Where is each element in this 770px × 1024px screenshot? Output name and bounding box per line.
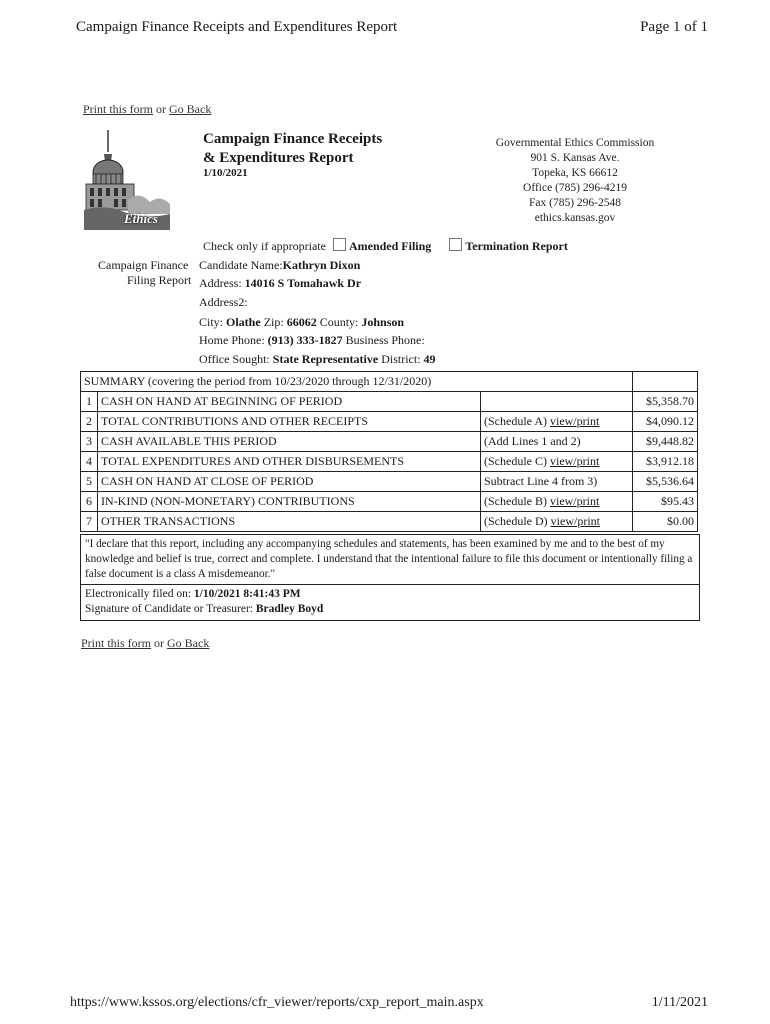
signature-value: Bradley Boyd <box>255 603 324 615</box>
footer-date: 1/11/2021 <box>651 995 708 1010</box>
page-header-title: Campaign Finance Receipts and Expenditures Report <box>76 19 398 35</box>
table-row: 2 TOTAL CONTRIBUTIONS AND OTHER RECEIPTS (Schedule A) view/print $4,090.12 <box>81 412 698 432</box>
cash-available-amount: $9,448.82 <box>633 432 698 452</box>
table-row: 7 OTHER TRANSACTIONS (Schedule D) view/print $0.00 <box>81 512 698 532</box>
summary-heading: SUMMARY (covering the period from 10/23/2020 through 12/31/2020) <box>81 372 633 392</box>
candidate-name-line: Candidate Name:Kathryn Dixon <box>199 258 361 272</box>
report-title: Campaign Finance Receipts & Expenditures Report <box>203 131 383 166</box>
bottom-nav: Print this form or Go Back <box>81 636 210 650</box>
filing-info: Electronically filed on: 1/10/2021 8:41:43 PM Signature of Candidate or Treasurer: Bradley Boyd <box>80 584 700 621</box>
commission-address: 901 S. Kansas Ave. <box>530 152 620 164</box>
commission-fax: Fax (785) 296-2548 <box>529 197 621 209</box>
filing-type-row <box>203 238 568 254</box>
table-row: 6 IN-KIND (NON-MONETARY) CONTRIBUTIONS (Schedule B) view/print $95.43 <box>81 492 698 512</box>
commission-office-phone: Office (785) 296-4219 <box>523 182 627 194</box>
cash-beginning-amount: $5,358.70 <box>633 392 698 412</box>
commission-web: ethics.kansas.gov <box>534 212 616 224</box>
city-line: City: Olathe Zip: 66062 County: Johnson <box>199 315 405 329</box>
commission-name: Governmental Ethics Commission <box>495 137 655 149</box>
logo-text: Ethics <box>124 211 158 226</box>
in-kind-amount: $95.43 <box>633 492 698 512</box>
report-date: 1/10/2021 <box>203 167 248 179</box>
schedule-a-view-link[interactable]: view/print <box>549 414 600 428</box>
amended-filing-label: Amended Filing <box>348 239 432 253</box>
print-link[interactable]: Print this form <box>83 102 154 116</box>
check-prompt: Check only if appropriate <box>203 239 326 253</box>
campaign-finance-label: Campaign Finance <box>98 258 189 272</box>
address-line: Address: 14016 S Tomahawk Dr <box>199 276 362 290</box>
filed-timestamp: 1/10/2021 8:41:43 PM <box>193 588 301 600</box>
table-row: 1 CASH ON HAND AT BEGINNING OF PERIOD $5,358.70 <box>81 392 698 412</box>
summary-heading-row <box>81 372 698 392</box>
schedule-d-view-link[interactable]: view/print <box>550 514 600 528</box>
termination-report-checkbox[interactable] <box>449 238 462 251</box>
total-expenditures-amount: $3,912.18 <box>633 452 698 472</box>
office-line: Office Sought: State Representative District: 49 <box>199 352 436 366</box>
table-row: 5 CASH ON HAND AT CLOSE OF PERIOD Subtract Line 4 from 3) $5,536.64 <box>81 472 698 492</box>
go-back-link[interactable]: Go Back <box>169 102 212 116</box>
go-back-link-bottom[interactable]: Go Back <box>167 636 210 650</box>
filing-report-label: Filing Report <box>127 273 192 287</box>
termination-report-label: Termination Report <box>465 239 568 253</box>
summary-table <box>80 371 698 532</box>
declaration-text: "I declare that this report, including any accompanying schedules and statements, has been examined by me and to the best of my knowledge and belief is true, correct and complete. I understand that the intentional failure to file this document or intentionally filing a false document is a class A misdemeanor." <box>80 534 700 585</box>
other-transactions-amount: $0.00 <box>633 512 698 532</box>
page-number: Page 1 of 1 <box>640 19 708 35</box>
schedule-b-view-link[interactable]: view/print <box>549 494 600 508</box>
commission-info <box>472 136 678 226</box>
table-row: 3 CASH AVAILABLE THIS PERIOD (Add Lines 1 and 2) $9,448.82 <box>81 432 698 452</box>
commission-city: Topeka, KS 66612 <box>532 167 618 179</box>
total-contributions-amount: $4,090.12 <box>633 412 698 432</box>
address2-line: Address2: <box>199 295 248 309</box>
nav-or: or <box>153 102 170 116</box>
top-nav <box>83 102 211 117</box>
phone-line: Home Phone: (913) 333-1827 Business Phone: <box>199 333 425 347</box>
cash-close-amount: $5,536.64 <box>633 472 698 492</box>
schedule-c-view-link[interactable]: view/print <box>549 454 600 468</box>
table-row: 4 TOTAL EXPENDITURES AND OTHER DISBURSEMENTS (Schedule C) view/print $3,912.18 <box>81 452 698 472</box>
candidate-address: 14016 S Tomahawk Dr <box>244 276 362 290</box>
print-link-bottom[interactable]: Print this form <box>81 636 152 650</box>
footer-url: https://www.kssos.org/elections/cfr_viewer/reports/cxp_report_main.aspx <box>70 995 484 1010</box>
candidate-name: Kathryn Dixon <box>282 258 361 272</box>
amended-filing-checkbox[interactable] <box>333 238 346 251</box>
